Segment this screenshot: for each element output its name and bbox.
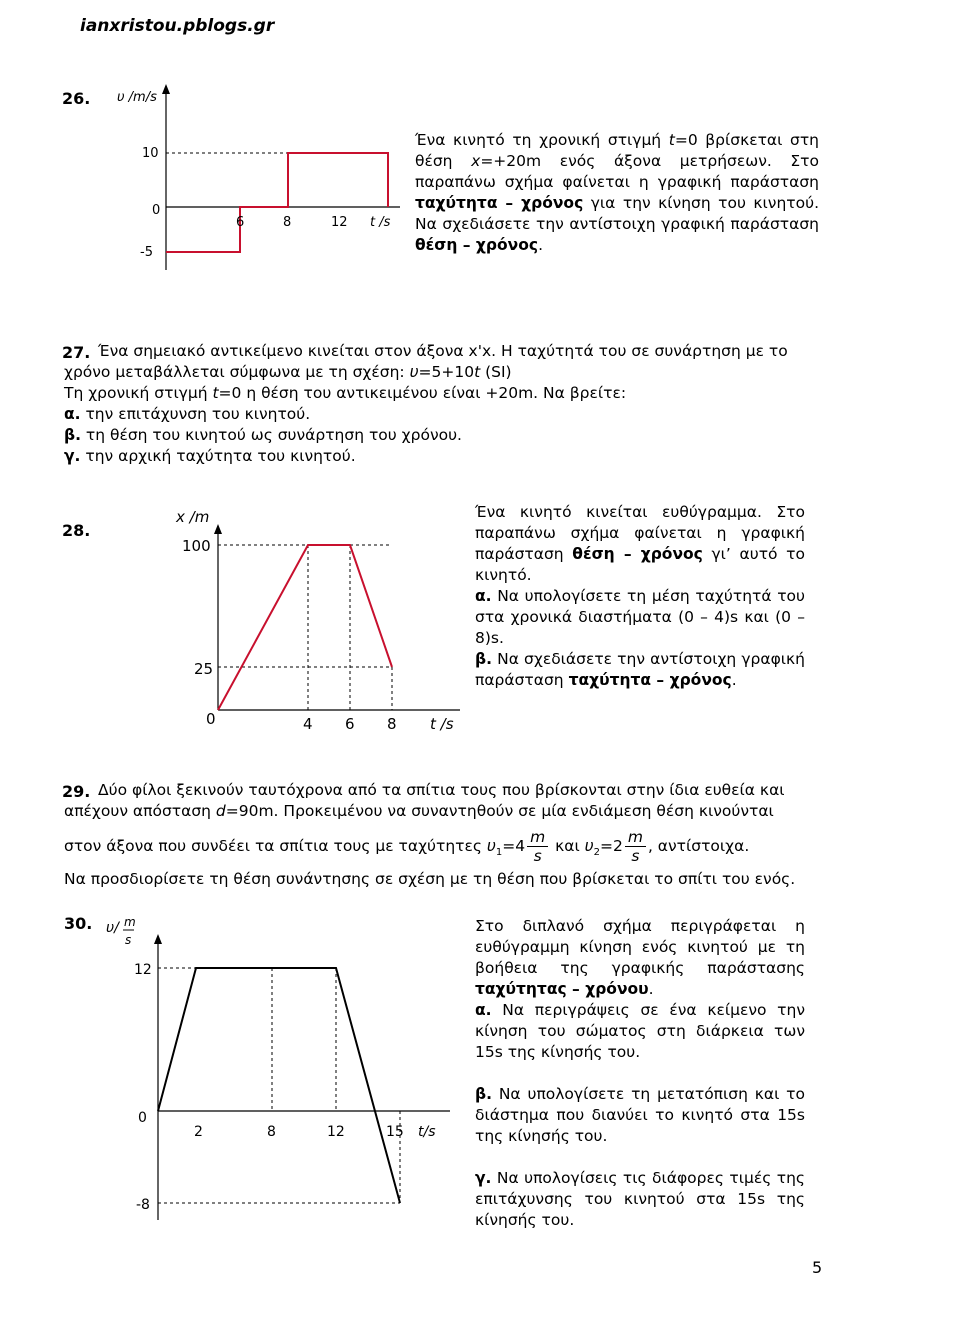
problem-29-line3: στον άξονα που συνδέει τα σπίτια τους με ταχύτητες $\upsilon_1=4$ $\frac{m}{s}$ και $\upsilon_2=2$ $\frac{m}{s}$ , αντίστοιχα. xyxy=(64,828,750,865)
problem-30-number: 30. xyxy=(64,914,93,933)
y-axis-label: υ/ xyxy=(106,920,119,936)
x-tick-8: 8 xyxy=(267,1124,276,1140)
y-axis-arrow xyxy=(154,934,162,944)
y-tick-minus5: -5 xyxy=(140,245,153,260)
problem-28-position-graph xyxy=(160,500,470,745)
unit-fraction-2: $\frac{m}{s}$ xyxy=(625,828,646,865)
position-line xyxy=(218,545,392,710)
y-axis-label: υ /m/s xyxy=(117,90,157,105)
site-header: ianxristou.pblogs.gr xyxy=(80,16,275,36)
problem-27-number: 27. xyxy=(62,343,91,362)
page-number: 5 xyxy=(812,1258,823,1277)
problem-27-item-a: α. την επιτάχυνση του κινητού. xyxy=(64,405,311,423)
problem-30-text: Στο διπλανό σχήμα περιγράφεται η ευθύγραμμη κίνηση ενός κινητού με τη βοήθεια της γραφικής παράστασης ταχύτητας – χρόνου. α. Να περιγράψεις σε ένα κείμενο την κίνηση του σώματος στη διάρκεια των 15s της κίνησής του. β. Να υπολογίσετε τη μετατόπιση και το διάστημα που διανύει το κινητό στα 15s της κίνησής του. γ. Να υπολογίσεις τις διάφορες τιμές της επιτάχυνσης του κινητού στα 15s της κίνησής του. xyxy=(475,917,805,1229)
problem-26-velocity-graph xyxy=(100,80,410,280)
y-tick-0: 0 xyxy=(152,203,161,218)
y-tick-100: 100 xyxy=(182,537,211,555)
problem-29-line1: Δύο φίλοι ξεκινούν ταυτόχρονα από τα σπίτια τους που βρίσκονται στην ίδια ευθεία και xyxy=(98,781,785,799)
y-axis-label-s: s xyxy=(125,933,132,947)
y-tick-10: 10 xyxy=(142,146,159,161)
y-tick-0: 0 xyxy=(206,710,216,728)
problem-26-text: Ένα κινητό τη χρονική στιγμή t=0 βρίσκεται στη θέση x=+20m ενός άξονα μετρήσεων. Στο παραπάνω σχήμα φαίνεται η γραφική παράσταση ταχύτητα – χρόνος για την κίνηση του κινητού. Να σχεδιάσετε την αντίστοιχη γραφική παράσταση θέση – χρόνος. xyxy=(415,131,819,254)
problem-27-line3: Τη χρονική στιγμή t=0 η θέση του αντικειμένου είναι +20m. Να βρείτε: xyxy=(64,384,627,402)
problem-29-line4: Να προσδιορίσετε τη θέση συνάντησης σε σχέση με τη θέση που βρίσκεται το σπίτι του ενός. xyxy=(64,870,796,888)
problem-26-number: 26. xyxy=(62,89,91,108)
x-tick-8: 8 xyxy=(387,715,397,733)
x-axis-label: t /s xyxy=(430,715,454,733)
y-axis-label: x /m xyxy=(176,508,210,526)
x-axis-label: t /s xyxy=(370,215,391,230)
problem-29-line2: απέχουν απόσταση d=90m. Προκειμένου να συναντηθούν σε μία ενδιάμεση θέση κινούνται xyxy=(64,802,774,820)
x-tick-6: 6 xyxy=(345,715,355,733)
problem-27-item-c: γ. την αρχική ταχύτητα του κινητού. xyxy=(64,447,356,465)
problem-27-line1: Ένα σημειακό αντικείμενο κινείται στον άξονα x'x. Η ταχύτητά του σε συνάρτηση με το xyxy=(98,342,788,360)
problem-28-number: 28. xyxy=(62,521,91,540)
problem-27-text xyxy=(64,341,864,467)
problem-27-item-b: β. τη θέση του κινητού ως συνάρτηση του χρόνου. xyxy=(64,426,462,444)
velocity-line xyxy=(166,153,388,252)
x-tick-12: 12 xyxy=(331,215,348,230)
y-axis-arrow xyxy=(162,84,170,94)
y-tick-minus8: -8 xyxy=(136,1197,150,1213)
problem-30-velocity-graph xyxy=(100,910,460,1230)
problem-27-line2: χρόνο μεταβάλλεται σύμφωνα με τη σχέση: υ=5+10t (SI) xyxy=(64,363,512,381)
x-tick-15: 15 xyxy=(386,1124,404,1140)
x-tick-6: 6 xyxy=(236,215,245,230)
x-tick-4: 4 xyxy=(303,715,313,733)
x-tick-2: 2 xyxy=(194,1124,203,1140)
y-axis-label-m: m xyxy=(124,915,136,929)
velocity-line xyxy=(158,968,400,1203)
unit-fraction-1: $\frac{m}{s}$ xyxy=(527,828,548,865)
x-tick-12: 12 xyxy=(327,1124,345,1140)
x-tick-8: 8 xyxy=(283,215,292,230)
problem-28-text: Ένα κινητό κινείται ευθύγραμμα. Στο παραπάνω σχήμα φαίνεται η γραφική παράσταση θέση – χρόνος γι’ αυτό το κινητό. α. Να υπολογίσετε τη μέση ταχύτητά του στα χρονικά διαστήματα (0 – 4)s και (0 – 8)s. β. Να σχεδιάσετε την αντίστοιχη γραφική παράσταση ταχύτητα – χρόνος. xyxy=(475,503,805,689)
y-tick-25: 25 xyxy=(194,660,214,678)
y-tick-12: 12 xyxy=(134,962,152,978)
y-axis-arrow xyxy=(214,524,222,534)
problem-29-text xyxy=(64,780,864,890)
x-axis-label: t/s xyxy=(418,1124,436,1140)
y-tick-0: 0 xyxy=(138,1110,147,1126)
problem-29-number: 29. xyxy=(62,782,91,801)
